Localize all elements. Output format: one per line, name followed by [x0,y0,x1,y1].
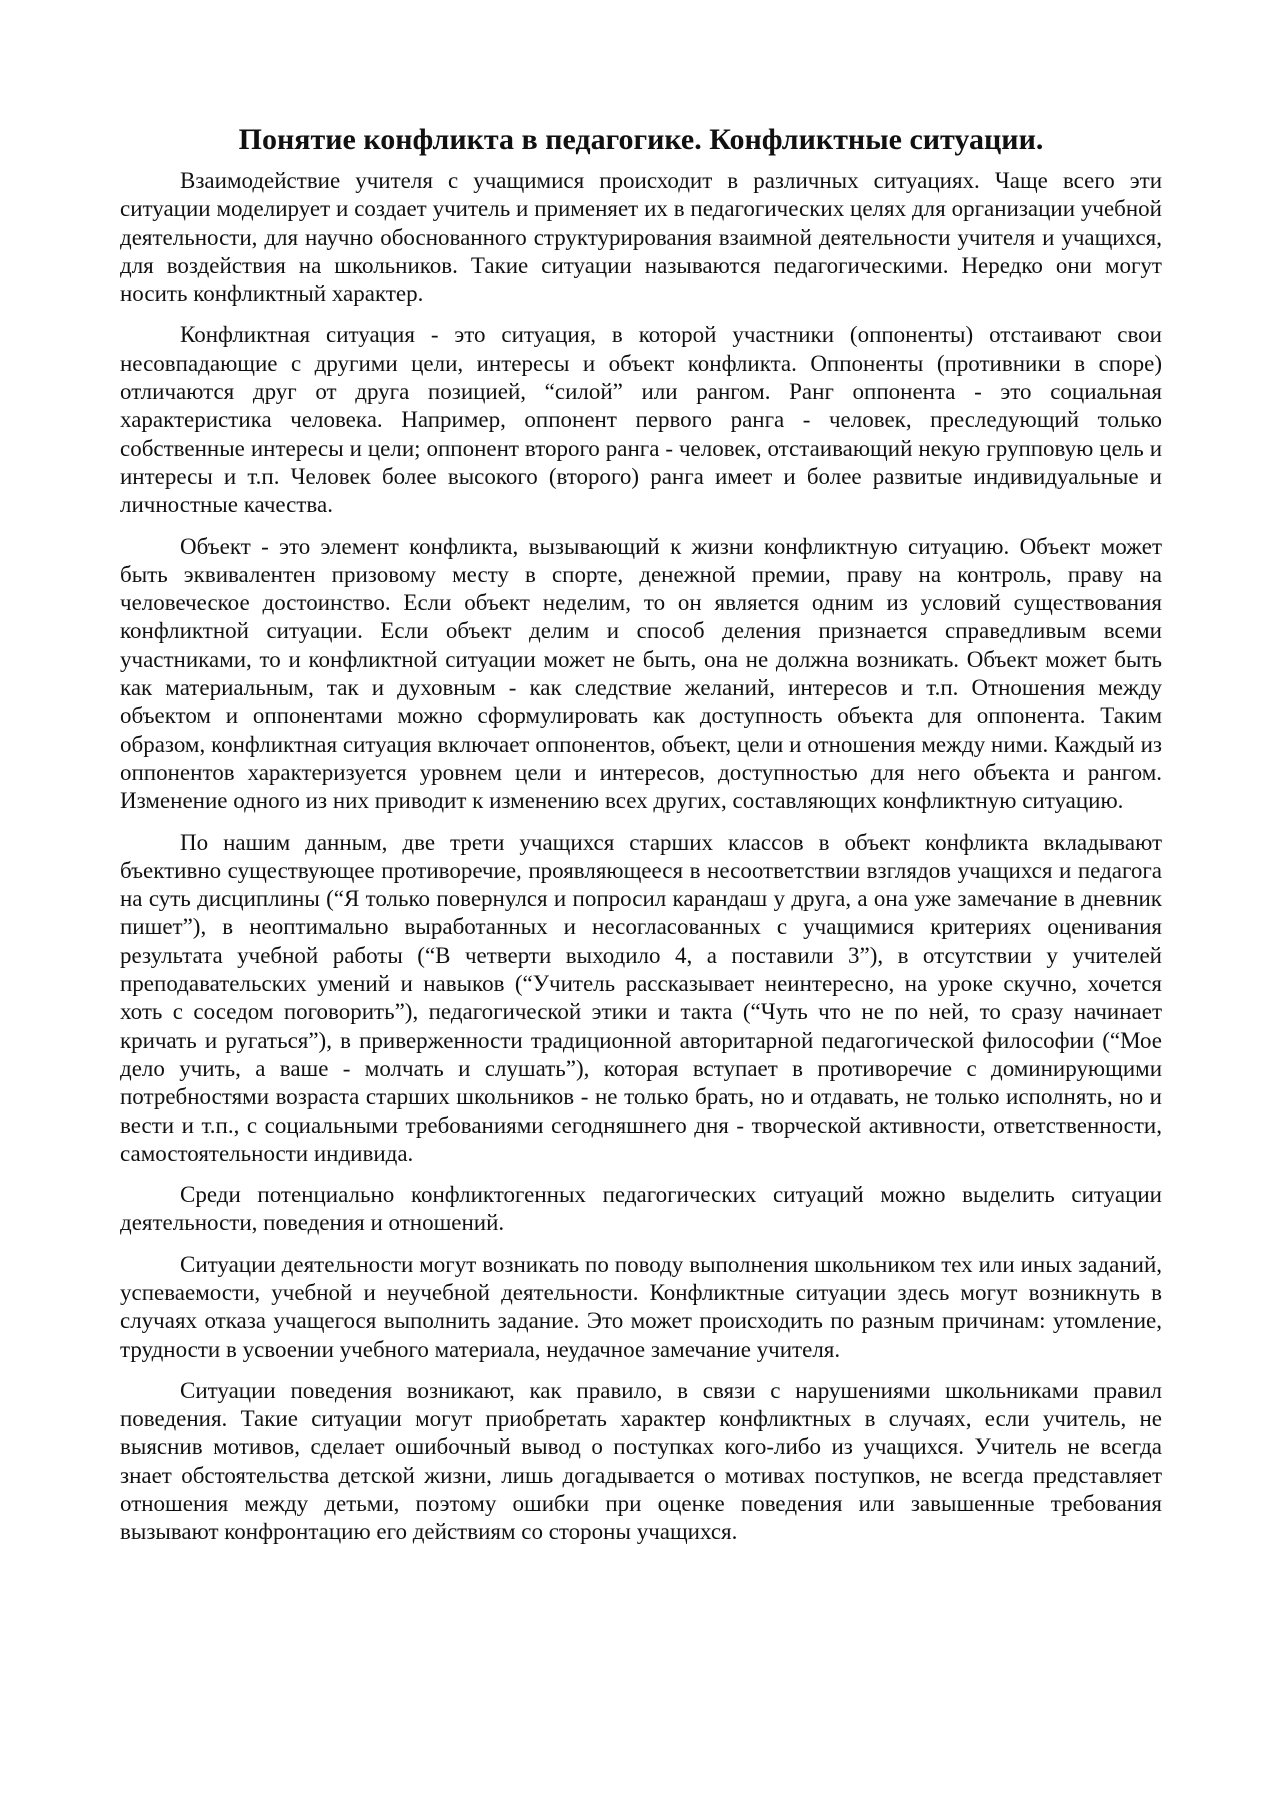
paragraph-interaction: Взаимодействие учителя с учащимися происходит в различных ситуациях. Чаще всего эти ситуации моделирует и создает учитель и применяет их в педагогических целях для организации учебной деятельности, для научно обоснованного структурирования взаимной деятельности учителя и учащихся, для воздействия на школьников. Такие ситуации называются педагогическими. Нередко они могут носить конфликтный характер. [120,168,1162,307]
paragraph-behavior-situations: Ситуации поведения возникают, как правило, в связи с нарушениями школьниками правил поведения. Такие ситуации могут приобретать характер конфликтных в случаях, если учитель, не выяснив мотивов, сделает ошибочный вывод о поступках кого-либо из учащихся. Учитель не всегда знает обстоятельства детской жизни, лишь догадывается о мотивах поступков, не всегда представляет отношения между детьми, поэтому ошибки при оценке поведения или завышенные требования вызывают конфронтацию его действиям со стороны учащихся. [120,1377,1162,1545]
document-page [120,122,1162,1560]
paragraph-activity-situations: Ситуации деятельности могут возникать по поводу выполнения школьником тех или иных заданий, успеваемости, учебной и неучебной деятельности. Конфликтные ситуации здесь могут возникнуть в случаях отказа учащегося выполнить задание. Это может происходить по разным причинам: утомление, трудности в усвоении учебного материала, неудачное замечание учителя. [120,1251,1162,1362]
document-title: Понятие конфликта в педагогике. Конфликтные ситуации. [238,123,1044,156]
paragraph-our-data: По нашим данным, две трети учащихся старших классов в объект конфликта вкладывают бъективно существующее противоречие, проявляющееся в несоответствии взглядов учащихся и педагога на суть дисциплины (“Я только повернулся и попросил карандаш у друга, а она уже замечание в дневник пишет”), в неоптимально выработанных и несогласованных с учащимися критериях оценивания результата учебной работы (“В четверти выходило 4, а поставили 3”), в отсутствии у учителей преподавательских умений и навыков (“Учитель рассказывает неинтересно, на уроке скучно, хочется хоть с соседом поговорить”), педагогической этики и такта (“Чуть что не по ней, то сразу начинает кричать и ругаться”), в приверженности традиционной авторитарной педагогической философии (“Мое дело учить, а ваше - молчать и слушать”), которая вступает в противоречие с доминирующими потребностями возраста старших школьников - не только брать, но и отдавать, не только исполнять, но и вести и т.п., с социальными требованиями сегодняшнего дня - творческой активности, ответственности, самостоятельности индивида. [120,829,1162,1166]
paragraph-conflict-object: Объект - это элемент конфликта, вызывающий к жизни конфликтную ситуацию. Объект может быть эквивалентен призовому месту в спорте, денежной премии, праву на контроль, праву на человеческое достоинство. Если объект неделим, то он является одним из условий существования конфликтной ситуации. Если объект делим и способ деления признается справедливым всеми участниками, то и конфликтной ситуации может не быть, она не должна возникать. Объект может быть как материальным, так и духовным - как следствие желаний, интересов и т.п. Отношения между объектом и оппонентами можно сформулировать как доступность объекта для оппонента. Таким образом, конфликтная ситуация включает оппонентов, объект, цели и отношения между ними. Каждый из оппонентов характеризуется уровнем цели и интересов, доступностью для него объекта и рангом. Изменение одного из них приводит к изменению всех других, составляющих конфликтную ситуацию. [120,533,1162,814]
paragraph-conflict-situation: Конфликтная ситуация - это ситуация, в которой участники (оппоненты) отстаивают свои несовпадающие с другими цели, интересы и объект конфликта. Оппоненты (противники в споре) отличаются друг от друга позицией, “силой” или рангом. Ранг оппонента - это социальная характеристика человека. Например, оппонент первого ранга - человек, преследующий только собственные интересы и цели; оппонент второго ранга - человек, отстаивающий некую групповую цель и интересы и т.п. Человек более высокого (второго) ранга имеет и более развитые индивидуальные и личностные качества. [120,322,1162,518]
paragraph-situation-types: Среди потенциально конфликтогенных педагогических ситуаций можно выделить ситуации деятельности, поведения и отношений. [120,1182,1162,1236]
